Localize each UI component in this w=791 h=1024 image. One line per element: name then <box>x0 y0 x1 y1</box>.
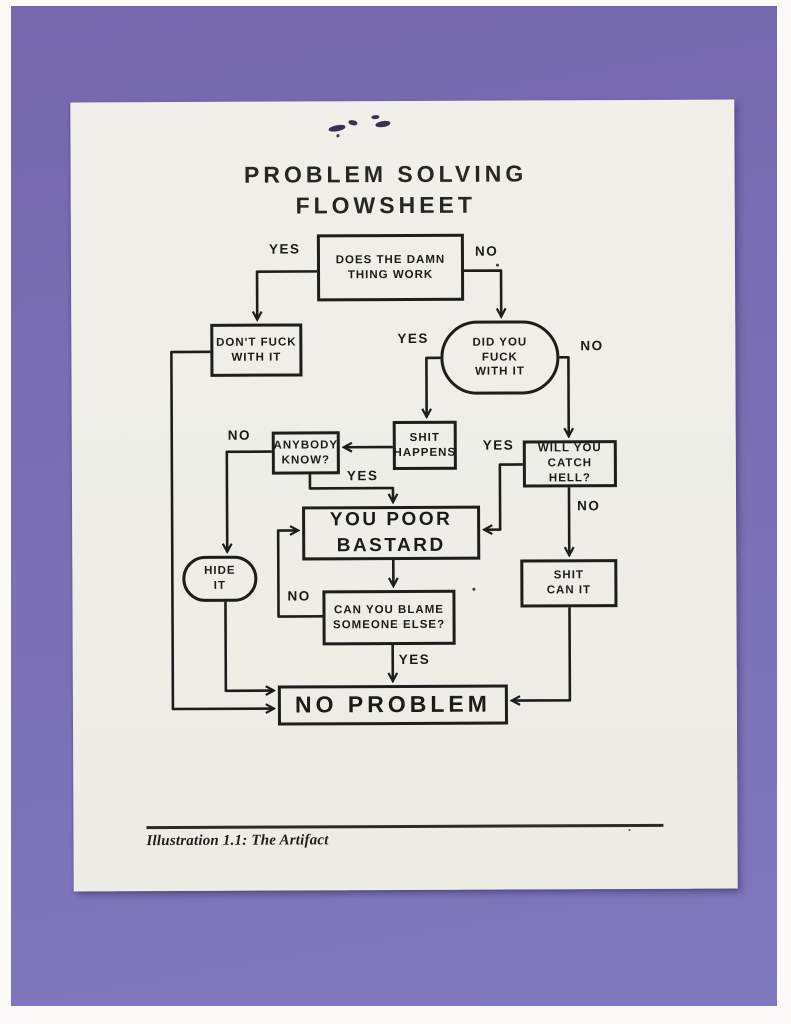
edge-does-no-connector <box>464 271 501 316</box>
node-can-you-blame-someone-else: CAN YOU BLAME SOMEONE ELSE? <box>322 590 455 646</box>
edge-hide-to-no-problem-connector <box>225 602 272 691</box>
edge-label-will-you-yes: YES <box>482 437 515 453</box>
node-dont-fuck-with-it: DON'T FUCK WITH IT <box>210 323 302 376</box>
edge-label-did-yes: YES <box>397 330 429 347</box>
node-does-the-damn-thing-work: DOES THE DAMN THING WORK <box>317 234 464 302</box>
edge-label-blame-no: NO <box>287 588 311 604</box>
edge-will-you-yes-connector <box>485 464 523 529</box>
edge-dont-to-no-problem-connector <box>171 352 273 709</box>
edge-shit-can-to-no-problem-connector <box>512 607 569 700</box>
page-title-line2: FLOWSHEET <box>295 191 476 219</box>
page-title-line1: PROBLEM SOLVING <box>243 160 528 188</box>
edge-did-no-connector <box>559 357 568 435</box>
node-you-poor-bastard: YOU POOR BASTARD <box>302 506 480 561</box>
edge-label-did-no: NO <box>580 338 604 354</box>
edge-label-anybody-yes: YES <box>346 468 379 484</box>
scanned-page <box>70 100 737 892</box>
node-no-problem: NO PROBLEM <box>278 685 508 726</box>
edge-anybody-no-connector <box>227 452 272 551</box>
edge-label-blame-yes: YES <box>398 651 431 668</box>
edge-label-does-no: NO <box>474 243 499 259</box>
node-shit-happens: SHIT HAPPENS <box>393 421 457 470</box>
node-anybody-know: ANYBODY KNOW? <box>272 431 340 474</box>
edge-does-yes-connector <box>257 271 317 318</box>
edge-label-anybody-no: NO <box>227 427 252 443</box>
node-did-you-fuck-with-it: DID YOU FUCK WITH IT <box>440 320 559 395</box>
edge-label-does-yes: YES <box>268 241 301 257</box>
node-will-you-catch-hell: WILL YOU CATCH HELL? <box>523 440 617 487</box>
node-shit-can-it: SHIT CAN IT <box>520 559 617 607</box>
edge-did-yes-connector <box>426 358 440 416</box>
node-hide-it: HIDE IT <box>182 556 257 602</box>
flowchart-connectors <box>70 100 737 890</box>
edge-label-will-you-no: NO <box>577 498 601 514</box>
caption: Illustration 1.1: The Artifact <box>146 832 329 850</box>
